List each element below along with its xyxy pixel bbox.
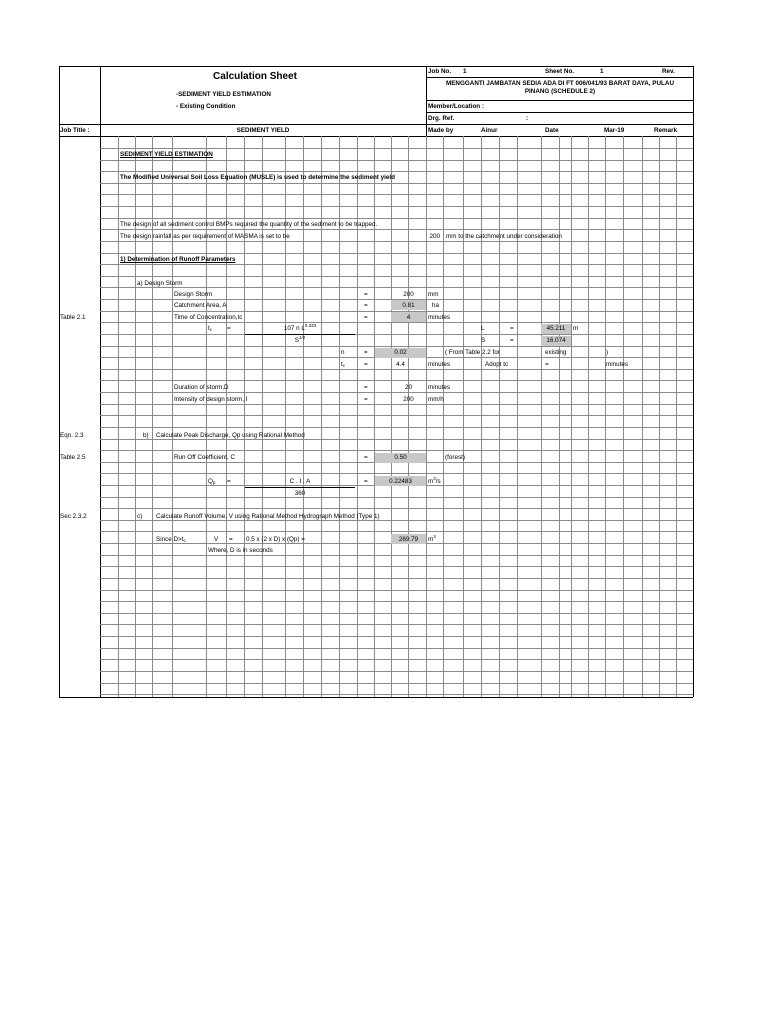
grid-column-line [499,136,500,697]
rainfall-value: 200 [429,233,440,240]
sheet-no-label: Sheet No. [545,68,575,75]
duration-unit: minutes [428,384,451,391]
member-location-label: Member/Location : [428,103,484,110]
n-reference-condition: existing [545,349,567,356]
equals-sign: = [510,337,514,344]
qp-subscript: p [212,480,216,485]
design-storm-label: Design Storm [174,291,213,298]
job-no-label: Job No. [428,68,452,75]
job-no-value: 1 [463,68,467,75]
grid-column-line [541,136,542,697]
equals-sign: = [510,325,514,332]
tc-letter: t [208,325,210,332]
qp-symbol [208,477,215,486]
equals-sign: = [364,384,368,391]
grid-column-line [642,136,643,697]
adopt-tc-unit: minutes [606,361,629,368]
runoff-volume-heading: Calculate Runoff Volume, V using Rational Method Hydrograph Method (Type 1) [156,513,380,520]
tc-numerator-text: 107 n L [283,325,305,332]
tc-numerator [245,324,355,333]
peak-discharge-heading: Calculate Peak Discharge, Qp using Rational Method [156,432,305,439]
qp-unit-tail: /s [435,478,441,485]
volume-unit-text: m [428,536,434,543]
qp-fraction-line [245,487,355,488]
rainfall-statement: The design rainfall as per requirement of MASMA is set to be [120,233,290,240]
catchment-area-value: 0.81 [402,302,415,309]
subtitle-condition: - Existing Condition [176,103,236,110]
grid-column-line [659,136,660,697]
duration-value: 20 [404,384,412,391]
n-value: 0.02 [394,349,407,356]
grid-column-line [517,136,518,697]
tc2-value: 4.4 [396,361,405,368]
design-storm-value: 200 [403,291,414,298]
grid-column-line [571,136,572,697]
remark-label: Remark [654,127,678,134]
header-row-line [426,112,693,113]
tc2-letter: t [341,361,343,368]
runoff-parameters-heading: 1) Determination of Runoff Parameters [120,256,236,263]
equals-sign: = [364,454,368,461]
equals-sign: = [364,349,368,356]
equals-sign: = [364,361,368,368]
tc-denominator-text: S [294,337,299,344]
sheet-no-value: 1 [600,68,604,75]
drg-ref-colon: : [526,115,529,122]
ref-eqn-2-3: Eqn. 2.3 [60,432,84,439]
border-right [693,66,694,697]
runoff-coefficient-value: 0.50 [394,454,407,461]
b-letter: b) [143,432,149,439]
subtitle-sediment: -SEDIMENT YIELD ESTIMATION [176,91,271,98]
grid-column-line [463,136,464,697]
equals-sign: = [364,302,368,309]
tc-numerator-exponent: 0.333 [304,323,317,328]
border-top [59,66,693,67]
volume-value: 269.79 [398,536,419,543]
bmp-statement: The design of all sediment control BMPs required the quantity of the sediment to be trapped. [120,221,378,228]
volume-unit [428,535,436,544]
section-heading: SEDIMENT YIELD ESTIMATION [120,151,213,158]
sheet-title: Calculation Sheet [213,71,297,82]
since-condition [156,535,186,544]
time-of-concentration-label: Time of Concentration,tc [174,314,243,321]
equals-sign: = [545,361,549,368]
grid-column-line [118,136,119,697]
date-label: Date [545,127,559,134]
tc2-subscript: c [342,363,345,368]
equals-sign: = [227,325,231,332]
tc2-symbol [341,360,345,369]
ref-sec-2-3-2: Sec 2.3.2 [60,513,87,520]
project-title-line1: MENGGANTI JAMBATAN SEDIA ADA DI FT 006/041/93 BARAT DAYA, PULAU [445,80,674,87]
S-value: 16.074 [546,337,566,344]
ref-table-2-1: Table 2.1 [60,314,86,321]
volume-unit-exponent: 3 [433,534,436,539]
equals-sign: = [364,314,368,321]
grid-column-line [443,136,444,697]
runoff-coefficient-note: (forest) [445,454,465,461]
job-title-value: SEDIMENT YIELD [236,127,290,134]
grid-column-line [391,136,392,697]
n-label: n [341,349,345,356]
made-by-value: Ainur [481,127,498,134]
tc-denominator-exponent: 1/2 [298,335,306,340]
S-label: S [481,337,486,344]
time-of-concentration-unit: minutes [428,314,451,321]
musle-statement: The Modified Universal Soil Loss Equation (MUSLE) is used to determine the sediment yield [120,174,396,181]
border-bottom [59,697,693,698]
header-row-line [59,136,693,137]
c-letter: c) [137,513,143,520]
n-reference: ( From Table 2.2 for [445,349,500,356]
intensity-label: Intensity of design storm, I [174,396,248,403]
qp-letter: Q [208,478,213,485]
tc-symbol [208,324,212,333]
qp-unit-text: m [428,478,434,485]
job-title-label: Job Title : [60,127,90,134]
border-left [59,66,60,697]
runoff-coefficient-label: Run Off Coefficient, C [174,454,236,461]
n-reference-close: ) [606,349,609,356]
L-unit: m [573,325,579,332]
duration-label: Duration of storm,D [174,384,229,391]
grid-column-line [623,136,624,697]
equals-sign: = [364,396,368,403]
since-text: Since D>t [156,536,184,543]
project-title-line2: PINANG (SCHEDULE 2) [524,88,596,95]
v-symbol: V [214,536,219,543]
tc-denominator [245,336,355,345]
qp-value: 0.22483 [389,478,412,485]
drg-ref-label: Drg. Ref. [428,115,455,122]
L-label: L [481,325,485,332]
grid-column-line [588,136,589,697]
L-value: 45.211 [546,325,566,332]
grid-column-line [426,136,427,697]
grid-column-line [481,136,482,697]
header-row-line [426,100,693,101]
qp-numerator: C . I . A [289,478,311,485]
qp-denominator: 360 [294,490,306,497]
tc-subscript: c [209,327,212,332]
made-by-label: Made by [428,127,454,134]
header-row-line [59,124,693,125]
ref-table-2-5: Table 2.5 [60,454,86,461]
equals-sign: = [227,478,231,485]
date-value: Mar-19 [604,127,625,134]
grid-column-line [676,136,677,697]
rev-label: Rev. [662,68,675,75]
equals-sign: = [229,536,233,543]
tc2-unit: minutes [428,361,451,368]
intensity-unit: mm/h [428,396,444,403]
qp-unit-exponent: 3 [433,476,436,481]
since-subscript: c [183,538,186,543]
equals-sign: = [364,291,368,298]
adopt-tc-label: Adopt tc [485,361,509,368]
intensity-value: 200 [403,396,414,403]
header-row-line [426,77,693,78]
design-storm-heading: a) Design Storm [137,280,183,287]
equals-sign: = [364,478,368,485]
rainfall-suffix: mm to the catchment under consideration [446,233,562,240]
design-storm-unit: mm [428,291,439,298]
grid-column-line [408,136,409,697]
qp-unit [428,477,441,486]
catchment-area-label: Catchment Area, A [174,302,227,309]
catchment-area-unit: ha [432,302,440,309]
grid-column-line [559,136,560,697]
grid-column-line [605,136,609,697]
where-note: Where, D is in seconds [208,547,273,554]
volume-formula: 0.5 x (2 x D) x (Qp) = [246,536,305,543]
time-of-concentration-value: 4 [406,314,411,321]
